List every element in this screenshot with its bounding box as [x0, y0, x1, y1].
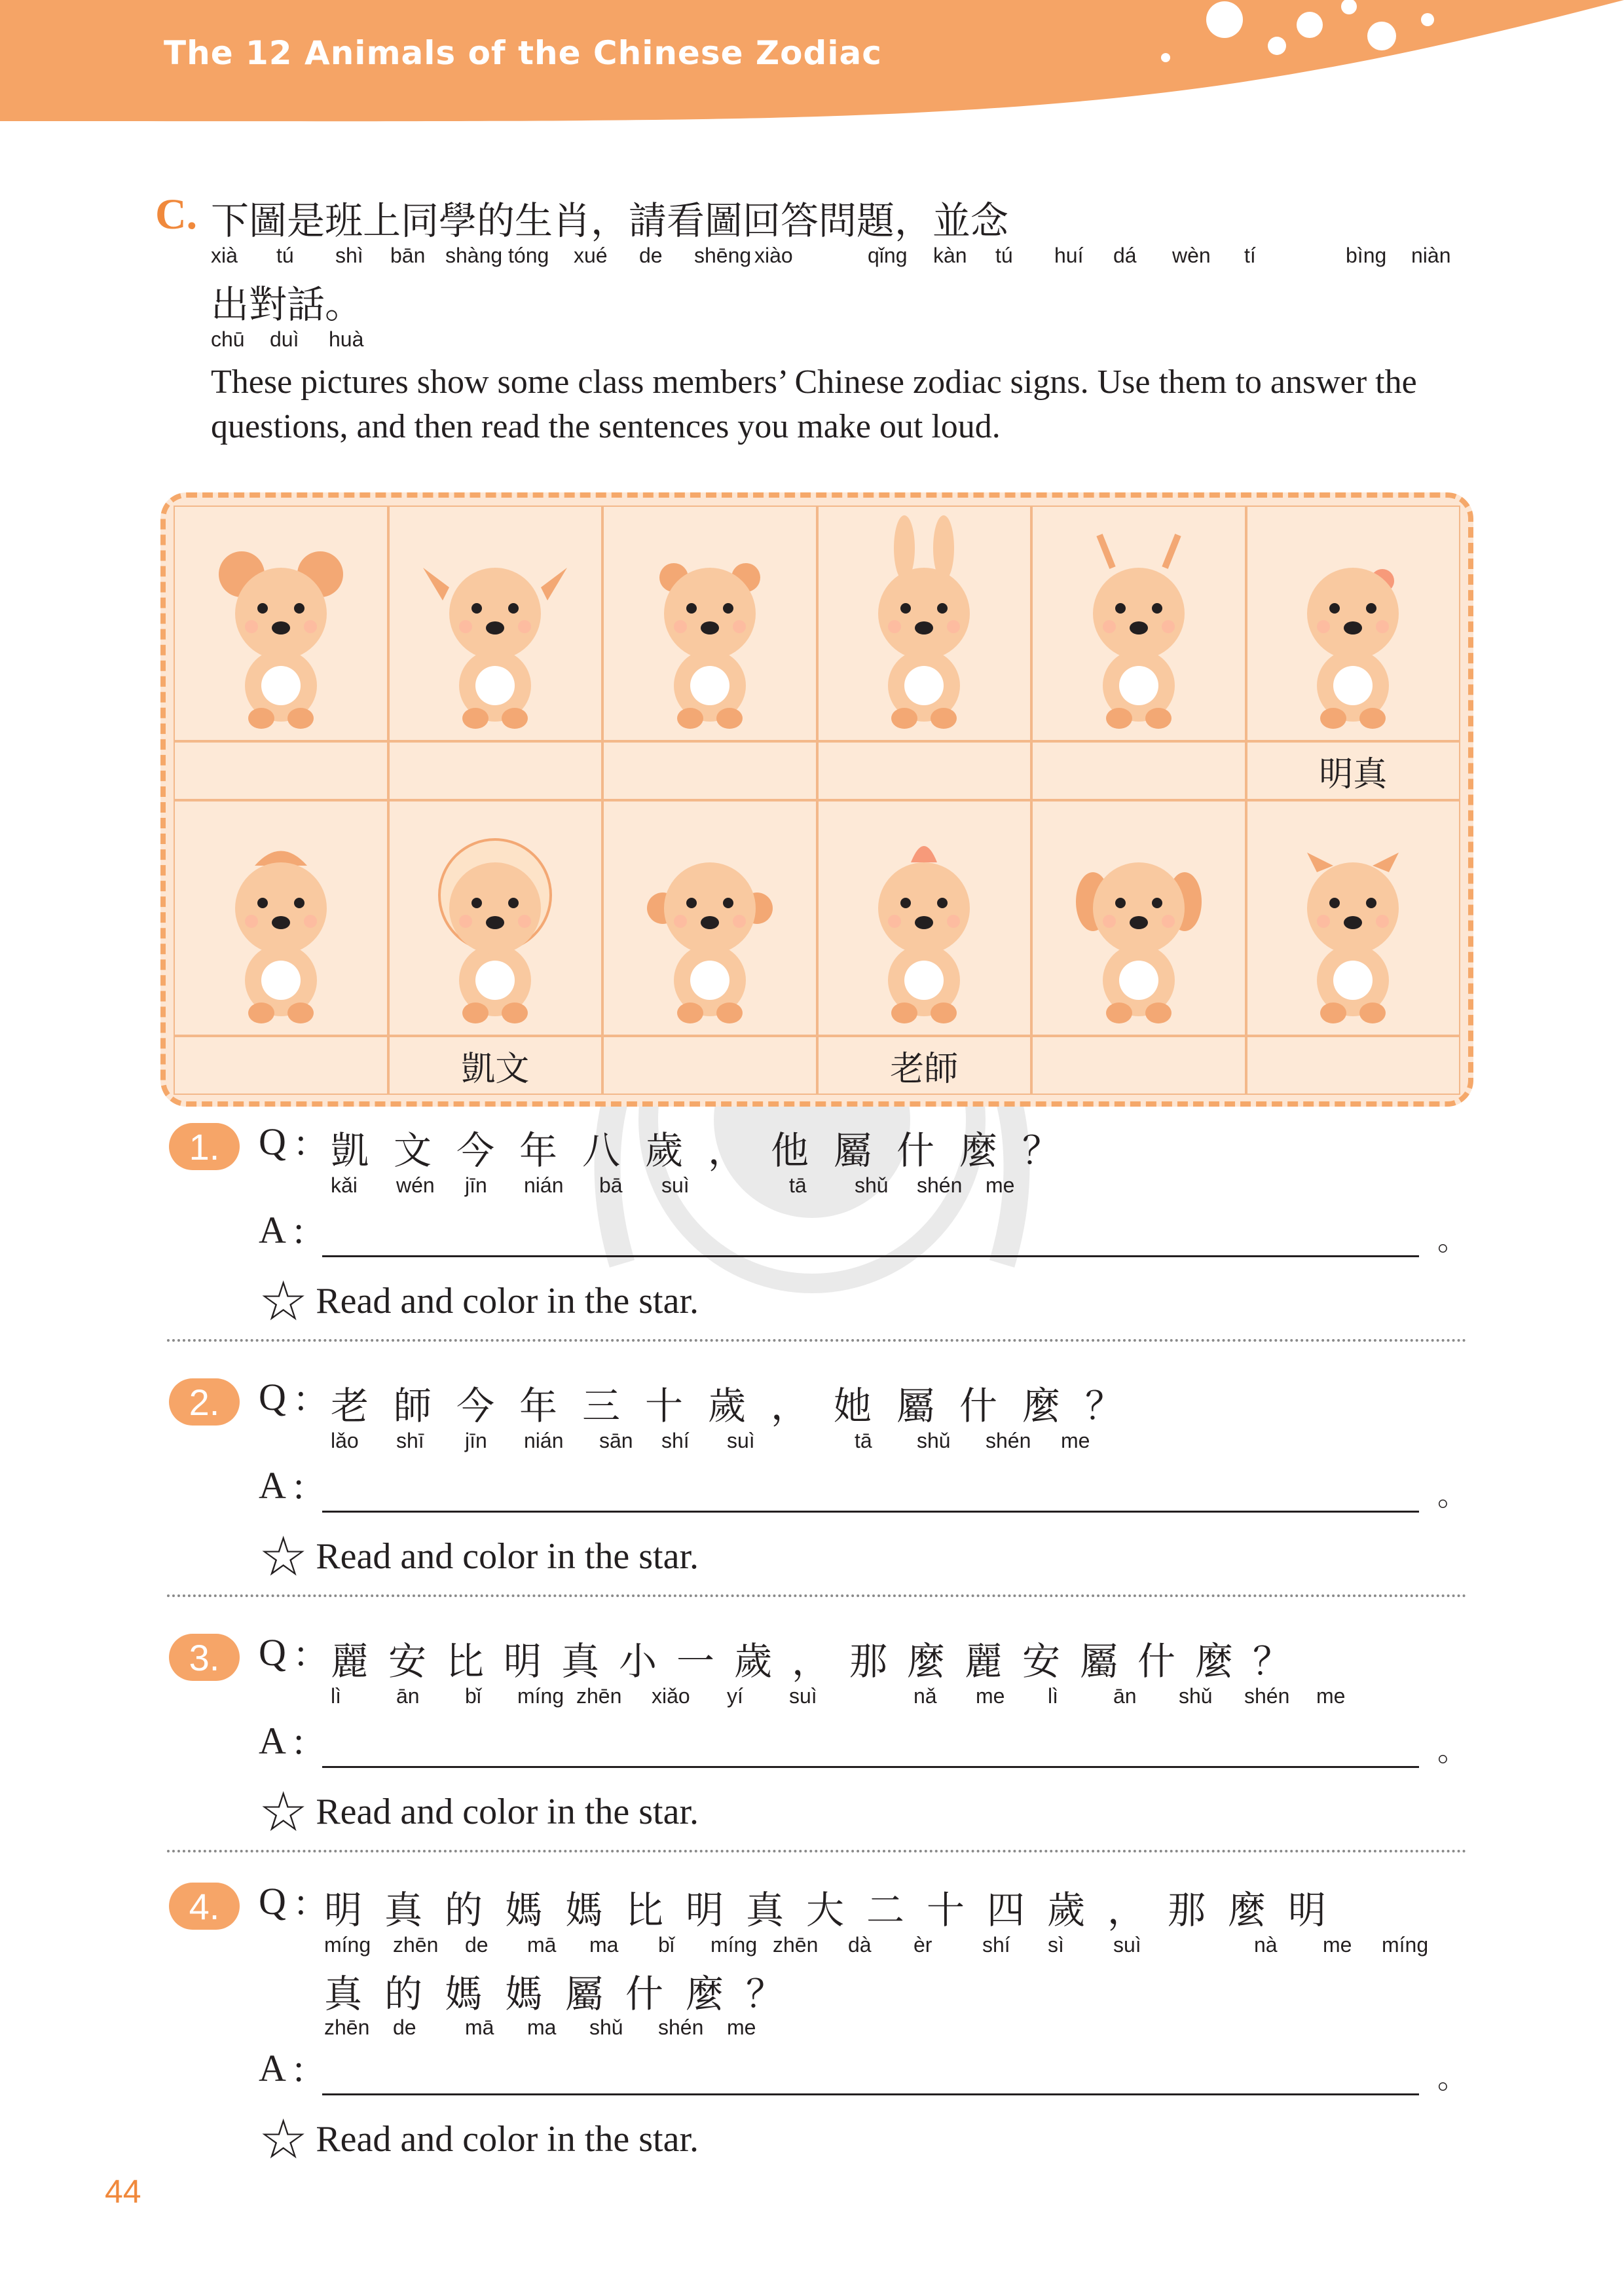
pinyin-syllable: chū — [211, 327, 245, 351]
dog-icon — [1047, 810, 1230, 1026]
pinyin-syllable: de — [639, 244, 663, 267]
question-label: Q : — [259, 1880, 306, 1923]
pinyin-syllable: shǔ — [589, 2015, 623, 2039]
star-icon[interactable]: ☆ — [259, 1524, 308, 1589]
question-text: 明真的媽媽比明真大二十四歲，那麼明 — [324, 1888, 1349, 1932]
pinyin-syllable: lì — [1048, 1684, 1058, 1708]
animal-cell — [174, 506, 388, 741]
pinyin-syllable: wén — [396, 1173, 435, 1197]
answer-label: A : — [259, 2047, 304, 2089]
pinyin-syllable: nián — [524, 1429, 564, 1452]
pinyin-syllable: shǔ — [855, 1173, 889, 1197]
pig-icon — [1261, 810, 1445, 1026]
animal-cell — [1246, 800, 1461, 1036]
student-name-cell — [1031, 1036, 1246, 1095]
horse-icon — [189, 810, 373, 1026]
question-text: 麗安比明真小一歲，那麼麗安屬什麼？ — [331, 1639, 1311, 1684]
pinyin-syllable: shǔ — [917, 1429, 951, 1452]
header-title: The 12 Animals of the Chinese Zodiac — [164, 34, 882, 72]
pinyin-syllable: zhēn — [576, 1684, 622, 1708]
pinyin-syllable: shēng — [694, 244, 752, 267]
pinyin-syllable: bǐ — [465, 1684, 481, 1708]
rat-icon — [189, 515, 373, 731]
pinyin-syllable: lǎo — [331, 1429, 359, 1452]
pinyin-syllable: jīn — [465, 1173, 487, 1197]
animal-cell — [602, 506, 817, 741]
pinyin-syllable: shén — [917, 1173, 963, 1197]
star-icon[interactable]: ☆ — [259, 1780, 308, 1844]
pinyin-syllable: suì — [661, 1173, 690, 1197]
question-text-continued: 真的媽媽屬什麼？ — [324, 1972, 807, 2016]
pinyin-syllable: suì — [727, 1429, 755, 1452]
answer-label: A : — [259, 1720, 304, 1762]
instruction-line-2: 出對話。 — [211, 282, 363, 327]
pinyin-syllable: niàn — [1411, 244, 1451, 267]
pinyin-syllable: wèn — [1172, 244, 1211, 267]
star-instruction: Read and color in the star. — [316, 1281, 699, 1321]
animal-cell — [388, 800, 603, 1036]
pinyin-syllable: shǔ — [1179, 1684, 1213, 1708]
answer-label: A : — [259, 1209, 304, 1251]
pinyin-syllable: qǐng — [868, 244, 908, 267]
pinyin-syllable: me — [1061, 1429, 1090, 1452]
pinyin-syllable: sān — [599, 1429, 633, 1452]
student-name-cell — [817, 741, 1032, 800]
pinyin-syllable: ān — [396, 1684, 420, 1708]
student-name-cell: 凱文 — [388, 1036, 603, 1095]
question-divider — [167, 1339, 1467, 1342]
student-name-cell — [174, 1036, 388, 1095]
pinyin-syllable: shī — [396, 1429, 424, 1452]
pinyin-syllable: bìng — [1346, 244, 1387, 267]
pinyin-syllable: shí — [982, 1933, 1010, 1957]
pinyin-syllable: èr — [913, 1933, 932, 1957]
pinyin-syllable: tóng — [508, 244, 549, 267]
snake-icon — [1261, 515, 1445, 731]
question-divider — [167, 1594, 1467, 1597]
pinyin-syllable: shén — [658, 2015, 704, 2039]
pinyin-syllable: tí — [1244, 244, 1256, 267]
student-name-cell — [602, 741, 817, 800]
pinyin-syllable: kǎi — [331, 1173, 358, 1197]
pinyin-syllable: suì — [789, 1684, 817, 1708]
pinyin-syllable: shén — [1244, 1684, 1290, 1708]
read-star-row — [259, 1780, 699, 1844]
pinyin-syllable: zhēn — [393, 1933, 439, 1957]
pinyin-syllable: duì — [270, 327, 299, 351]
answer-input-line[interactable] — [322, 1725, 1419, 1768]
pinyin-syllable: shén — [986, 1429, 1031, 1452]
animal-cell — [817, 506, 1032, 741]
animal-cell — [1031, 800, 1246, 1036]
rabbit-icon — [832, 515, 1016, 731]
pinyin-syllable: zhēn — [773, 1933, 819, 1957]
pinyin-syllable: dá — [1113, 244, 1137, 267]
pinyin-syllable: nǎ — [913, 1684, 937, 1708]
question-label: Q : — [259, 1376, 306, 1418]
pinyin-syllable: suì — [1113, 1933, 1141, 1957]
read-star-row — [259, 1269, 699, 1333]
pinyin-syllable: bǐ — [658, 1933, 674, 1957]
pinyin-syllable: míng — [324, 1933, 371, 1957]
student-name-cell — [1246, 1036, 1461, 1095]
star-instruction: Read and color in the star. — [316, 1792, 699, 1832]
question-divider — [167, 1850, 1467, 1852]
pinyin-syllable: ān — [1113, 1684, 1137, 1708]
pinyin-syllable: tā — [789, 1173, 807, 1197]
pinyin-syllable: bā — [599, 1173, 623, 1197]
pinyin-syllable: míng — [517, 1684, 564, 1708]
pinyin-syllable: tú — [276, 244, 294, 267]
read-star-row — [259, 1524, 699, 1589]
pinyin-syllable: mā — [527, 1933, 557, 1957]
pinyin-syllable: xià — [211, 244, 238, 267]
pinyin-syllable: me — [986, 1173, 1015, 1197]
pinyin-syllable: jīn — [465, 1429, 487, 1452]
pinyin-syllable: shí — [661, 1429, 690, 1452]
pinyin-syllable: me — [1323, 1933, 1352, 1957]
pinyin-syllable: míng — [1382, 1933, 1429, 1957]
monkey-icon — [618, 810, 802, 1026]
pinyin-syllable: nà — [1254, 1933, 1278, 1957]
page-number: 44 — [105, 2173, 141, 2210]
pinyin-syllable: ma — [527, 2015, 557, 2039]
answer-input-line[interactable] — [322, 1215, 1419, 1257]
question-number: 2. — [169, 1378, 240, 1426]
pinyin-syllable: ma — [589, 1933, 619, 1957]
pinyin-syllable: kàn — [933, 244, 967, 267]
animal-cell — [388, 506, 603, 741]
student-name-cell — [388, 741, 603, 800]
student-name-cell — [1031, 741, 1246, 800]
pinyin-syllable: tā — [855, 1429, 872, 1452]
ox-icon — [403, 515, 587, 731]
pinyin-syllable: shì — [335, 244, 363, 267]
rooster-icon — [832, 810, 1016, 1026]
student-name-cell: 明真 — [1246, 741, 1461, 800]
question-label: Q : — [259, 1631, 306, 1674]
pinyin-syllable: me — [976, 1684, 1005, 1708]
pinyin-syllable: xué — [574, 244, 608, 267]
pinyin-syllable: huí — [1054, 244, 1084, 267]
question-label: Q : — [259, 1120, 306, 1163]
zodiac-grid — [160, 492, 1473, 1107]
pinyin-syllable: me — [1316, 1684, 1346, 1708]
pinyin-syllable: yí — [727, 1684, 743, 1708]
pinyin-syllable: de — [393, 2015, 416, 2039]
answer-label: A : — [259, 1464, 304, 1507]
answer-period: 。 — [1437, 1222, 1467, 1257]
answer-input-line[interactable] — [322, 2053, 1419, 2095]
page-header — [0, 0, 1624, 131]
pinyin-syllable: zhēn — [324, 2015, 370, 2039]
english-instruction: These pictures show some class members’ Chinese zodiac signs. Use them to answer the questions, and then read the sentences you make out loud. — [211, 363, 1417, 445]
pinyin-syllable: sì — [1048, 1933, 1064, 1957]
pinyin-syllable: de — [465, 1933, 489, 1957]
question-text: 凱文今年八歲，他屬什麼？ — [331, 1128, 1086, 1173]
star-icon[interactable]: ☆ — [259, 1269, 308, 1333]
dragon-icon — [1047, 515, 1230, 731]
animal-cell — [1246, 506, 1461, 741]
pinyin-syllable: xiǎo — [652, 1684, 690, 1708]
question-number: 1. — [169, 1123, 240, 1170]
answer-input-line[interactable] — [322, 1470, 1419, 1513]
pinyin-syllable: xiào — [754, 244, 793, 267]
tiger-icon — [618, 515, 802, 731]
pinyin-syllable: dà — [848, 1933, 872, 1957]
answer-period: 。 — [1437, 2060, 1467, 2095]
pinyin-syllable: lì — [331, 1684, 341, 1708]
star-icon[interactable]: ☆ — [259, 2107, 308, 2171]
read-star-row — [259, 2107, 699, 2171]
question-number: 4. — [169, 1883, 240, 1930]
pinyin-syllable: míng — [710, 1933, 758, 1957]
student-name-cell — [174, 741, 388, 800]
question-text: 老師今年三十歲，她屬什麼？ — [331, 1384, 1149, 1428]
pinyin-syllable: shàng — [445, 244, 503, 267]
question-number: 3. — [169, 1634, 240, 1681]
animal-cell — [817, 800, 1032, 1036]
student-name-cell — [602, 1036, 817, 1095]
pinyin-syllable: huà — [329, 327, 364, 351]
sheep-icon — [403, 810, 587, 1026]
instruction-line-1: 下圖是班上同學的生肖，請看圖回答問題，並念 — [211, 198, 1009, 243]
answer-period: 。 — [1437, 1733, 1467, 1768]
student-name-cell: 老師 — [817, 1036, 1032, 1095]
pinyin-syllable: mā — [465, 2015, 494, 2039]
section-label: C. — [155, 191, 198, 238]
pinyin-syllable: bān — [390, 244, 426, 267]
star-instruction: Read and color in the star. — [316, 2119, 699, 2160]
star-instruction: Read and color in the star. — [316, 1536, 699, 1577]
answer-period: 。 — [1437, 1477, 1467, 1513]
pinyin-syllable: tú — [995, 244, 1013, 267]
pinyin-syllable: me — [727, 2015, 756, 2039]
pinyin-syllable: nián — [524, 1173, 564, 1197]
animal-cell — [1031, 506, 1246, 741]
animal-cell — [602, 800, 817, 1036]
animal-cell — [174, 800, 388, 1036]
